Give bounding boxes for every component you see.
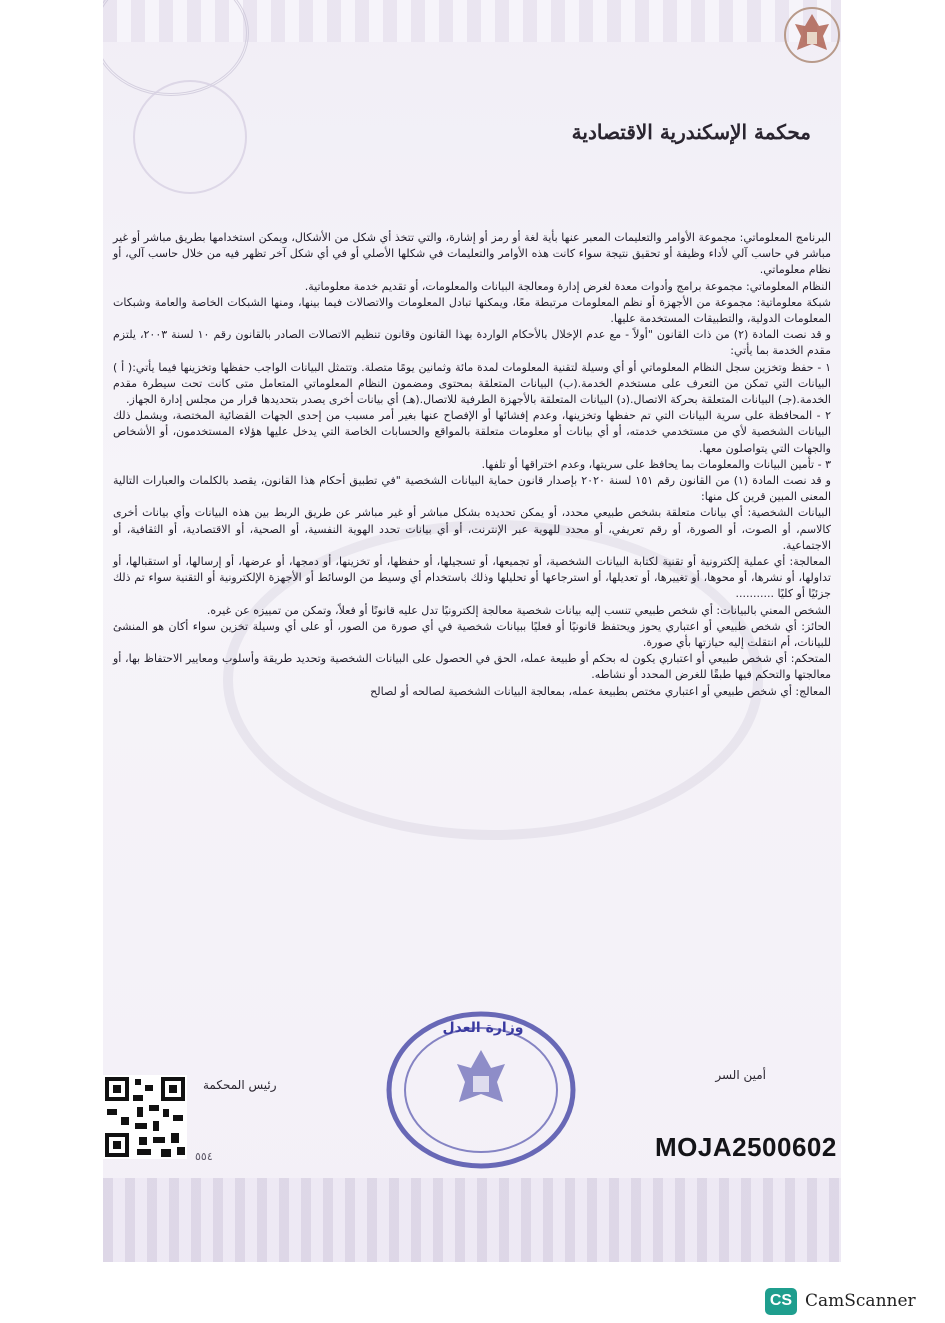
camscanner-watermark [765, 1287, 916, 1315]
paragraph-personal-data: البيانات الشخصية: أي بيانات متعلقة بشخص طبيعي محدد، أو يمكن تحديده بشكل مباشر أو غير مباشر عن طريق الربط بين هذه البيانات وأي بيانات أخرى كالاسم، أو الصوت، أو الصورة، أو رقم تعريفي، أو محدد للهوية عبر الإنترنت، أو أي بيانات تحدد الهوية النفسية، أو الصحية، أو الاقتصادية، أو الثقافية، أو الاجتماعية. [113, 506, 831, 552]
paragraph-network-definition: شبكة معلوماتية: مجموعة من الأجهزة أو نظم المعلومات مرتبطة معًا، ويمكنها تبادل المعلومات والاتصالات فيما بينها، ومنها الشبكات الخاصة والعامة وشبكات المعلومات الدولية، والتطبيقات المستخدمة عليها. [113, 295, 831, 326]
paragraph-software-definition: البرنامج المعلوماتي: مجموعة الأوامر والتعليمات المعبر عنها بأية لغة أو رمز أو إشارة، والتي تتخذ أي شكل من الأشكال، ويمكن استخدامها بطريق مباشر أو غير مباشر في حاسب آلي لأداء وظيفة أو تحقيق نتيجة سواء كانت هذه الأوامر والتعليمات في شكلها الأصلي أو في أي شكل آخر تظهر فيه من خلال حاسب آلي، أو نظام معلوماتي. [113, 231, 831, 277]
paragraph-item-1: ١ - حفظ وتخزين سجل النظام المعلوماتي أو أي وسيلة لتقنية المعلومات لمدة مائة وثمانين يومًا متصلة. وتتمثل البيانات الواجب حفظها وتخزينها فيما يأتي:( أ ) البيانات التي تمكن من التعرف على مستخدم الخدمة.(ب) البيانات المتعلقة بمحتوى ومضمون النظام المعلوماتي المتعامل متى كانت تحت سيطرة مقدم الخدمة.(جـ) البيانات المتعلقة بحركة الاتصال.(د) البيانات المتعلقة بالأجهزة الطرفية للاتصال.(هـ) أي بيانات أخرى يصدر بتحديدها قرار من مجلس إدارة الجهاز. [113, 360, 831, 407]
camscanner-logo-icon: CS [765, 1288, 797, 1315]
document-page [103, 0, 841, 1262]
paragraph-information-system: النظام المعلوماتي: مجموعة برامج وأدوات معدة لغرض إدارة ومعالجة البيانات والمعلومات، أو تقديم خدمة معلوماتية. [304, 279, 831, 293]
court-title: محكمة الإسكندرية الاقتصادية [571, 120, 811, 144]
paragraph-processing: المعالجة: أي عملية إلكترونية أو تقنية لكتابة البيانات الشخصية، أو تجميعها، أو تسجيلها، أو حفظها، أو تخزينها، أو دمجها، أو عرضها، أو إرسالها، أو استقبالها، أو تداولها، أو نشرها، أو محوها، أو تغييرها، أو تعديلها، أو استرجاعها أو تحليلها وذلك باستخدام أي وسيط من الوسائط أو الأجهزة الإلكترونية أو التقنية سواء تم ذلك جزئيًا أو كليًا ........... [113, 555, 831, 601]
paragraph-item-3: ٣ - تأمين البيانات والمعلومات بما يحافظ على سريتها، وعدم اختراقها أو تلفها. [481, 457, 831, 471]
paragraph-controller: المتحكم: أي شخص طبيعي أو اعتباري يكون له بحكم أو طبيعة عمله، الحق في الحصول على البيانات الشخصية وتحديد طريقة وأسلوب ومعايير الاحتفاظ بها، أو معالجتها والتحكم فيها طبقًا للغرض المحدد أو نشاطه. [113, 652, 831, 682]
document-body [113, 230, 831, 700]
paragraph-data-subject: الشخص المعني بالبيانات: أي شخص طبيعي تنسب إليه بيانات شخصية معالجة إلكترونيًا تدل عليه قانونًا أو فعلاً، وتمكن من تمييزه عن غيره. [206, 603, 831, 617]
paragraph-item-2: ٢ - المحافظة على سرية البيانات التي تم حفظها وتخزينها، وعدم إفشائها أو الإفصاح عنها بغير أمر مسبب من إحدى الجهات القضائية المختصة، ويشمل ذلك البيانات الشخصية لأي من مستخدمي خدمته، أو أي بيانات أو معلومات متعلقة بالمواقع والحسابات الخاصة التي يدخل عليها هؤلاء المستخدمون، أو الأشخاص والجهات التي يتواصلون معها. [113, 409, 831, 455]
faded-seal-secondary [133, 80, 247, 194]
qr-code-icon [103, 1075, 187, 1159]
paragraph-processor: المعالج: أي شخص طبيعي أو اعتباري مختص بطبيعة عمله، بمعالجة البيانات الشخصية لصالحه أو لصالح [370, 684, 831, 698]
signature-block [103, 1010, 841, 1180]
secretary-signature-label: أمين السر [715, 1068, 766, 1082]
paragraph-article-2: و قد نصت المادة (٢) من ذات القانون "أولاً - مع عدم الإخلال بالأحكام الواردة بهذا القانون وقانون تنظيم الاتصالات الصادر بالقانون رقم ١٠ لسنة ٢٠٠٣، يلتزم مقدم الخدمة بما يأتي: [113, 328, 831, 358]
page-number-fragment: ٥٥٤ [195, 1150, 213, 1163]
eagle-emblem-icon [783, 4, 841, 66]
camscanner-name: CamScanner [805, 1291, 916, 1311]
security-pattern-footer [103, 1178, 841, 1262]
president-signature-label: رئيس المحكمة [203, 1078, 277, 1092]
paragraph-holder: الحائز: أي شخص طبيعي أو اعتباري يحوز ويحتفظ قانونيًا أو فعليًا ببيانات شخصية في أي صورة من الصور، أو على أي وسيلة تخزين سواء أكان هو المنشئ للبيانات، أم انتقلت إليه حيازتها بأي صورة. [113, 619, 831, 650]
paragraph-article-1-law-151: و قد نصت المادة (١) من القانون رقم ١٥١ لسنة ٢٠٢٠ بإصدار قانون حماية البيانات الشخصية "في تطبيق أحكام هذا القانون، يقصد بالكلمات والعبارات التالية المعنى المبين قرين كل منها: [113, 474, 831, 504]
stamp-text: وزارة العدل [442, 1020, 524, 1036]
reference-code: MOJA2500602 [655, 1132, 837, 1162]
stamp-label [433, 1014, 533, 1040]
